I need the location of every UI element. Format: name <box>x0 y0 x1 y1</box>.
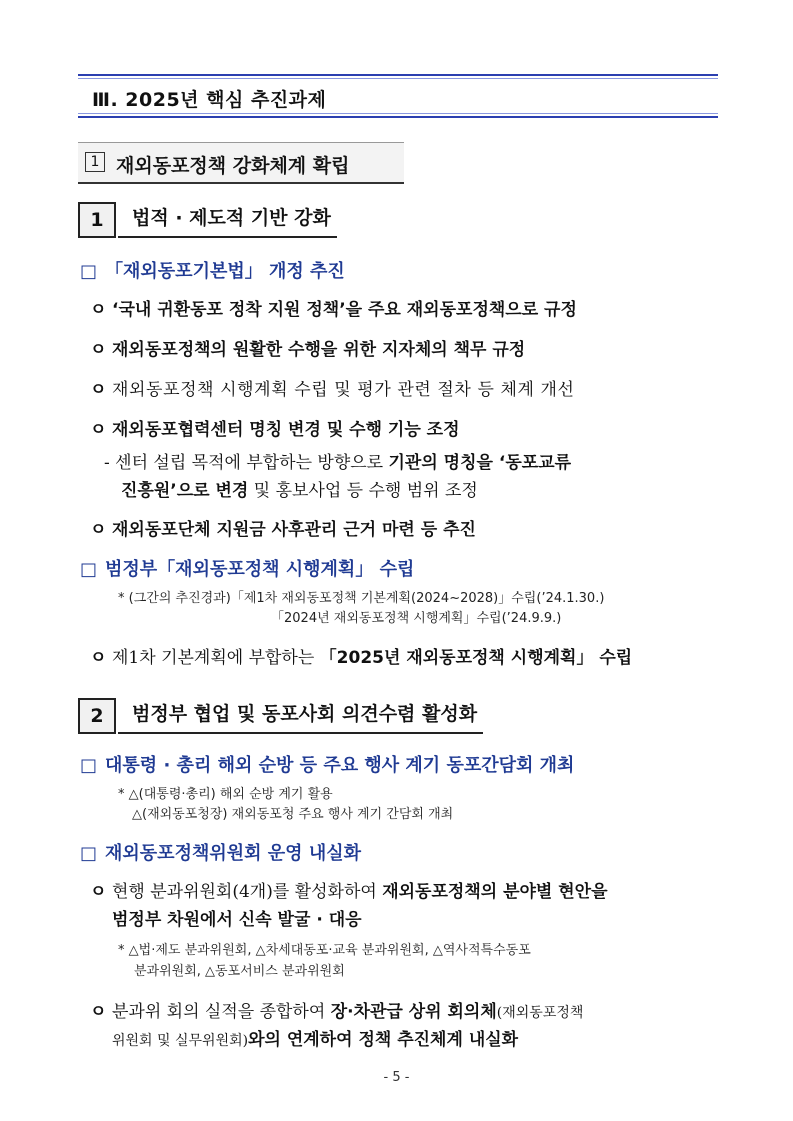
subheading-title: 범정부 협업 및 동포사회 의견수렴 활성화 <box>118 698 483 734</box>
dash-item: - 센터 설립 목적에 부합하는 방향으로 기관의 명칭을 ‘동포교류 <box>104 453 572 473</box>
list-item: ㅇ 재외동포협력센터 명칭 변경 및 수행 기능 조정 <box>90 415 460 440</box>
square-bullet-icon: □ <box>80 843 98 864</box>
list-item: ㅇ 제1차 기본계획에 부합하는 「2025년 재외동포정책 시행계획」 수립 <box>90 643 632 668</box>
list-item: ㅇ ‘국내 귀환동포 정착 지원 정책’을 주요 재외동포정책으로 규정 <box>90 295 577 320</box>
subheading-number: 2 <box>78 698 116 734</box>
list-item-continuation: 위원회 및 실무위원회)와의 연계하여 정책 추진체계 내실화 <box>112 1030 519 1050</box>
circle-bullet-icon: ㅇ <box>90 420 107 440</box>
topic-heading: □ 범정부「재외동포정책 시행계획」 수립 <box>80 559 415 580</box>
note: △(재외동포청장) 재외동포청 주요 행사 계기 간담회 개최 <box>132 807 454 822</box>
chapter-title: Ⅲ. 2025년 핵심 추진과제 <box>92 89 327 111</box>
section-heading <box>78 142 404 184</box>
topic-heading: □ 재외동포정책위원회 운영 내실화 <box>80 843 361 864</box>
circle-bullet-icon: ㅇ <box>90 300 107 320</box>
square-bullet-icon: □ <box>80 755 98 776</box>
note: * (그간의 추진경과)「제1차 재외동포정책 기본계획(2024~2028)」수립(’24.1.30.) <box>118 591 605 606</box>
note: * △법·제도 분과위원회, △차세대동포·교육 분과위원회, △역사적특수동포 <box>118 943 531 958</box>
section-number: 1 <box>85 152 105 172</box>
circle-bullet-icon: ㅇ <box>90 882 107 902</box>
square-bullet-icon: □ <box>80 559 98 580</box>
square-bullet-icon: □ <box>80 261 98 282</box>
note: * △(대통령·총리) 해외 순방 계기 활용 <box>118 787 333 802</box>
circle-bullet-icon: ㅇ <box>90 1002 107 1022</box>
list-item-continuation: 범정부 차원에서 신속 발굴 · 대응 <box>112 910 362 930</box>
list-item: ㅇ 현행 분과위원회(4개)를 활성화하여 재외동포정책의 분야별 현안을 <box>90 877 608 902</box>
subheading-number: 1 <box>78 202 116 238</box>
list-item: ㅇ 재외동포정책 시행계획 수립 및 평가 관련 절차 등 체계 개선 <box>90 375 575 400</box>
topic-heading: □ 대통령 · 총리 해외 순방 등 주요 행사 계기 동포간담회 개최 <box>80 755 575 776</box>
page-number: - 5 - <box>383 1070 410 1085</box>
circle-bullet-icon: ㅇ <box>90 648 107 668</box>
section-title: 재외동포정책 강화체계 확립 <box>116 155 350 177</box>
subheading-title: 법적 · 제도적 기반 강화 <box>118 202 337 238</box>
circle-bullet-icon: ㅇ <box>90 380 107 400</box>
subheading-2 <box>78 698 568 734</box>
list-item: ㅇ 재외동포정책의 원활한 수행을 위한 지자체의 책무 규정 <box>90 335 525 360</box>
note: 「2024년 재외동포정책 시행계획」수립(’24.9.9.) <box>271 611 562 626</box>
circle-bullet-icon: ㅇ <box>90 340 107 360</box>
note: 분과위원회, △동포서비스 분과위원회 <box>134 964 345 979</box>
topic-heading: □ 「재외동포기본법」 개정 추진 <box>80 261 345 282</box>
list-item: ㅇ 재외동포단체 지원금 사후관리 근거 마련 등 추진 <box>90 515 476 540</box>
chapter-heading <box>78 74 718 118</box>
subheading-1 <box>78 202 384 238</box>
dash-item-continuation: 진흥원’으로 변경 및 홍보사업 등 수행 범위 조정 <box>121 481 478 501</box>
list-item: ㅇ 분과위 회의 실적을 종합하여 장·차관급 상위 회의체(재외동포정책 <box>90 997 583 1022</box>
circle-bullet-icon: ㅇ <box>90 520 107 540</box>
